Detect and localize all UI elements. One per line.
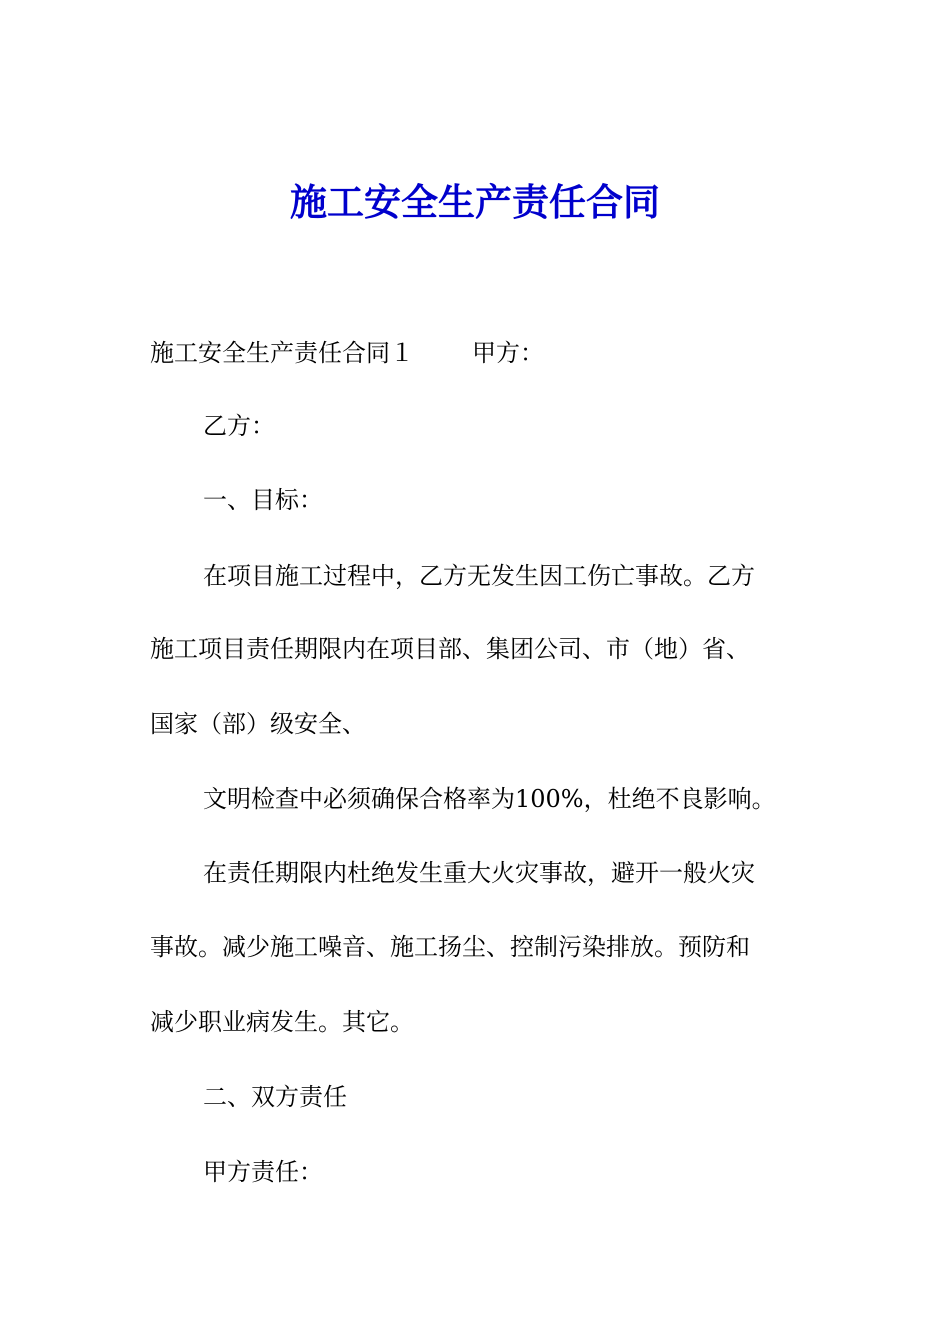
section-heading-goals: 一、目标： (203, 486, 323, 514)
party-b-label: 乙方： (203, 412, 275, 440)
paragraph-line: 施工项目责任期限内在项目部、集团公司、市（地）省、 (150, 635, 750, 663)
paragraph-line: 文明检查中必须确保合格率为100%，杜绝不良影响。 (203, 785, 776, 813)
contract-name: 施工安全生产责任合同１ (150, 339, 414, 367)
section-heading-responsibilities: 二、双方责任 (203, 1083, 347, 1111)
paragraph-line: 在责任期限内杜绝发生重大火灾事故，避开一般火灾 (203, 859, 755, 887)
contract-heading-line (150, 333, 800, 373)
paragraph-line: 在项目施工过程中，乙方无发生因工伤亡事故。乙方 (203, 562, 755, 590)
party-a-responsibility-heading: 甲方责任： (203, 1158, 323, 1186)
paragraph-line: 事故。减少施工噪音、施工扬尘、控制污染排放。预防和 (150, 933, 750, 961)
paragraph-line: 减少职业病发生。其它。 (150, 1008, 414, 1036)
document-title: 施工安全生产责任合同 (290, 180, 660, 224)
paragraph-line: 国家（部）级安全、 (150, 710, 366, 738)
party-a-label: 甲方： (472, 339, 544, 367)
